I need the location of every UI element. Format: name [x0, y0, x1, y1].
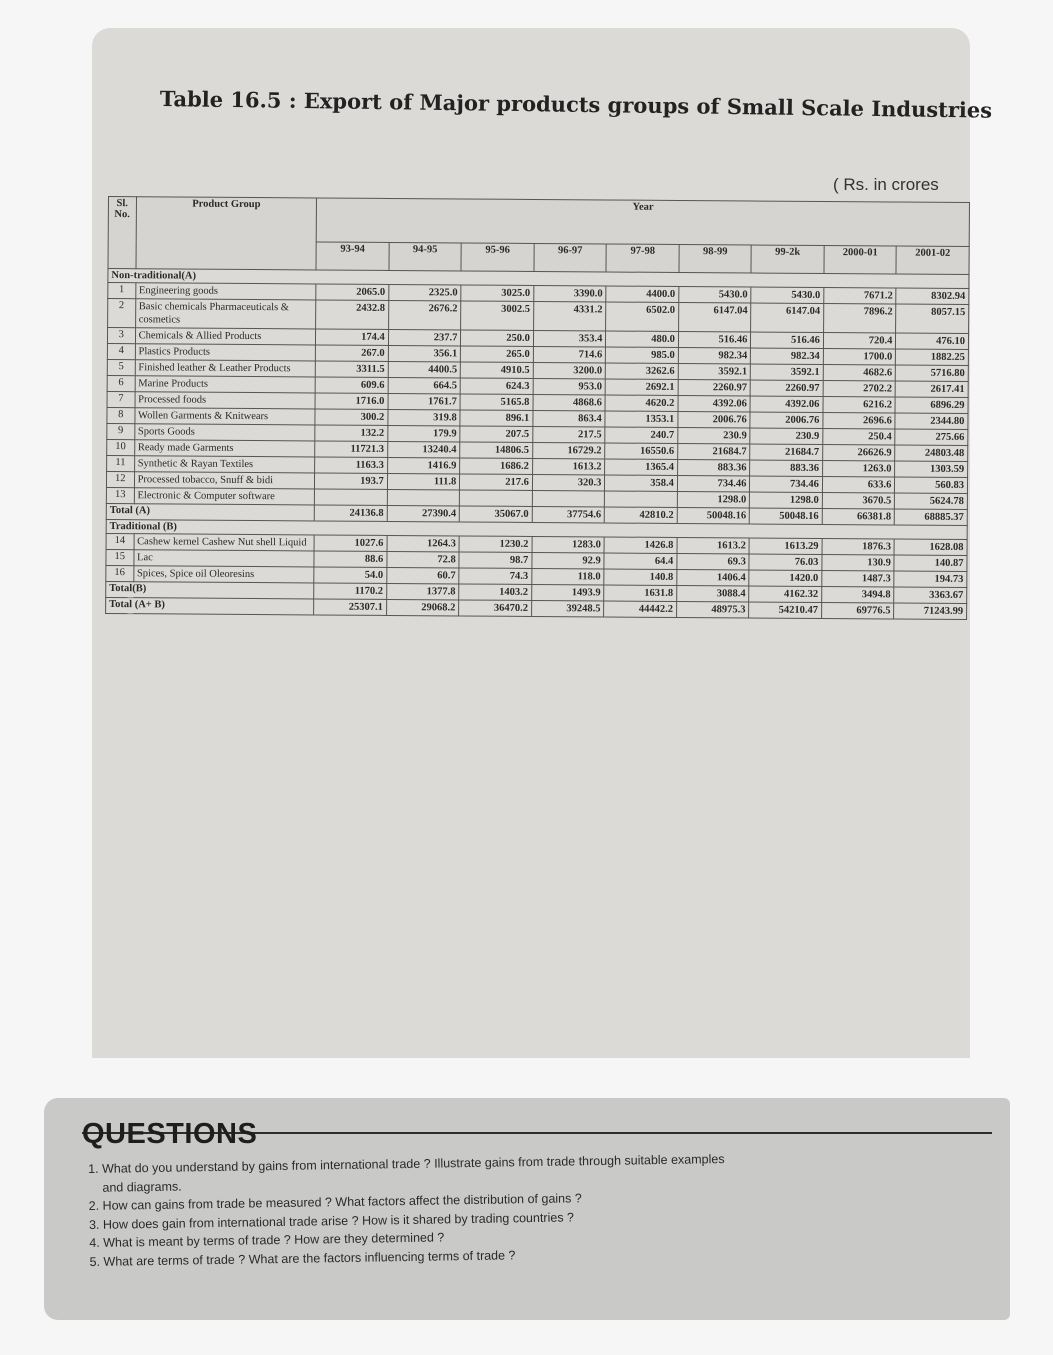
export-value: 1876.3	[822, 538, 895, 555]
export-value: 883.36	[750, 460, 823, 477]
export-value: 5430.0	[679, 286, 752, 303]
export-value: 1700.0	[823, 348, 896, 365]
total-value: 29068.2	[386, 599, 459, 616]
product-group: Lac	[134, 550, 315, 567]
export-value: 250.0	[461, 330, 534, 347]
export-value: 21684.7	[678, 443, 751, 460]
sl-no: 5	[107, 359, 135, 375]
sl-no: 10	[107, 439, 135, 455]
export-value: 16729.2	[533, 442, 606, 459]
export-value: 8057.15	[896, 304, 969, 334]
export-value: 7896.2	[823, 303, 896, 333]
export-value: 953.0	[533, 378, 606, 395]
export-value: 54.0	[314, 567, 387, 584]
export-value: 265.0	[461, 346, 534, 363]
questions-heading: QUESTIONS	[82, 1118, 258, 1150]
export-value: 7671.2	[824, 287, 897, 304]
export-value: 3670.5	[822, 492, 895, 509]
sl-no: 8	[107, 407, 135, 423]
export-value: 13240.4	[387, 441, 460, 458]
total-value: 24136.8	[315, 505, 388, 522]
export-value: 4682.6	[823, 364, 896, 381]
export-value: 267.0	[316, 345, 389, 362]
export-value: 1283.0	[532, 536, 605, 553]
year-header: 95-96	[461, 243, 534, 272]
export-table	[105, 196, 970, 620]
export-value: 516.46	[751, 332, 824, 349]
total-value: 44442.2	[604, 601, 677, 618]
sl-no: 9	[107, 423, 135, 439]
export-value: 664.5	[388, 377, 461, 394]
total-value: 36470.2	[459, 600, 532, 617]
export-value: 1264.3	[387, 535, 460, 552]
total-value: 48975.3	[676, 601, 749, 618]
export-value: 2344.80	[895, 413, 968, 430]
export-value: 5624.78	[895, 493, 968, 510]
export-value: 6147.04	[678, 302, 751, 332]
total-label: Total (A)	[106, 503, 314, 520]
export-value: 6216.2	[823, 396, 896, 413]
total-value: 54210.47	[749, 602, 822, 619]
year-header: 98-99	[679, 244, 752, 273]
product-group: Engineering goods	[135, 283, 316, 300]
export-value: 1353.1	[605, 411, 678, 428]
sl-no: 4	[107, 343, 135, 359]
export-value: 1027.6	[314, 535, 387, 552]
export-value: 5716.80	[896, 365, 969, 382]
export-value: 24803.48	[895, 445, 968, 462]
export-value: 1303.59	[895, 461, 968, 478]
sl-no: 12	[106, 471, 134, 487]
product-group: Ready made Garments	[134, 440, 315, 457]
year-header: 93-94	[316, 242, 389, 271]
total-value: 50048.16	[677, 507, 750, 524]
total-value: 39248.5	[531, 600, 604, 617]
export-value: 714.6	[533, 346, 606, 363]
export-value: 237.7	[388, 329, 461, 346]
export-value: 4910.5	[461, 362, 534, 379]
export-value: 3200.0	[533, 362, 606, 379]
export-value: 1163.3	[315, 457, 388, 474]
export-value: 2325.0	[389, 284, 462, 301]
export-value: 863.4	[533, 410, 606, 427]
export-value: 3002.5	[461, 301, 534, 331]
total-value: 71243.99	[894, 603, 967, 620]
total-value: 69776.5	[821, 602, 894, 619]
product-group: Finished leather & Leather Products	[135, 360, 316, 377]
export-value: 609.6	[315, 377, 388, 394]
export-value: 3390.0	[534, 285, 607, 302]
export-value: 3592.1	[751, 364, 824, 381]
question-text: 2. How can gains from trade be measured ? What factors affect the distribution of gains ?	[88, 1191, 582, 1213]
export-value: 5430.0	[751, 287, 824, 304]
export-value: 6147.04	[751, 303, 824, 333]
export-value: 1487.3	[822, 570, 895, 587]
export-value: 4331.2	[533, 301, 606, 331]
export-value: 250.4	[823, 428, 896, 445]
export-value: 14806.5	[460, 442, 533, 459]
export-value: 2617.41	[896, 381, 969, 398]
export-value: 4400.0	[606, 286, 679, 303]
sl-no: 14	[106, 533, 134, 549]
export-value: 353.4	[533, 330, 606, 347]
questions-list	[88, 1146, 990, 1271]
export-value: 2065.0	[316, 284, 389, 301]
export-value: 6896.29	[895, 397, 968, 414]
units-note: ( Rs. in crores	[833, 175, 939, 194]
total-value: 3363.67	[894, 587, 967, 604]
export-value: 130.9	[822, 554, 895, 571]
product-group: Wollen Garments & Knitwears	[135, 408, 316, 425]
question-text: 4. What is meant by terms of trade ? How are they determined ?	[89, 1230, 445, 1250]
export-value: 179.9	[388, 425, 461, 442]
export-value: 5165.8	[460, 394, 533, 411]
export-value: 88.6	[314, 551, 387, 568]
export-value: 2006.76	[750, 412, 823, 429]
export-value: 476.10	[896, 333, 969, 350]
product-group: Spices, Spice oil Oleoresins	[133, 566, 314, 583]
export-value: 217.5	[533, 426, 606, 443]
export-value: 2676.2	[388, 300, 461, 330]
product-group: Electronic & Computer software	[134, 488, 315, 505]
table-body	[106, 269, 969, 620]
section-label: Non-traditional(A)	[108, 269, 969, 289]
export-value: 3311.5	[316, 361, 389, 378]
export-value: 111.8	[387, 473, 460, 490]
export-value	[605, 491, 678, 508]
export-value: 883.36	[677, 459, 750, 476]
export-value: 1761.7	[388, 393, 461, 410]
export-value: 16550.6	[605, 443, 678, 460]
export-value: 624.3	[460, 378, 533, 395]
total-value: 68885.37	[895, 509, 968, 526]
export-value: 72.8	[387, 551, 460, 568]
export-value: 217.6	[460, 474, 533, 491]
export-value: 4868.6	[533, 394, 606, 411]
product-group: Marine Products	[135, 376, 316, 393]
export-value: 76.03	[749, 554, 822, 571]
export-value	[532, 490, 605, 507]
export-value: 1613.29	[749, 538, 822, 555]
total-value: 4162.32	[749, 586, 822, 603]
export-value: 319.8	[388, 409, 461, 426]
export-value: 8302.94	[896, 288, 969, 305]
export-value: 1628.08	[894, 539, 967, 556]
total-value: 1493.9	[532, 584, 605, 601]
export-value: 64.4	[604, 553, 677, 570]
export-value: 21684.7	[750, 444, 823, 461]
export-value: 4400.5	[388, 361, 461, 378]
export-value: 720.4	[823, 332, 896, 349]
export-value: 300.2	[315, 409, 388, 426]
export-value: 140.8	[604, 569, 677, 586]
export-value: 11721.3	[315, 441, 388, 458]
sl-no: 6	[107, 375, 135, 391]
export-value: 207.5	[460, 426, 533, 443]
sl-no: 15	[106, 549, 134, 565]
export-value: 1686.2	[460, 458, 533, 475]
export-value: 3025.0	[461, 285, 534, 302]
export-value: 1406.4	[677, 569, 750, 586]
total-value: 27390.4	[387, 505, 460, 522]
product-group: Basic chemicals Pharmaceuticals & cosmetics	[135, 299, 316, 329]
export-value: 230.9	[750, 428, 823, 445]
product-group: Synthetic & Rayan Textiles	[134, 456, 315, 473]
export-value: 2696.6	[823, 412, 896, 429]
export-value: 69.3	[677, 553, 750, 570]
product-group: Sports Goods	[134, 424, 315, 441]
export-value	[387, 489, 460, 506]
export-value: 193.7	[315, 473, 388, 490]
total-value: 37754.6	[532, 506, 605, 523]
export-value: 60.7	[387, 567, 460, 584]
product-group: Plastics Products	[135, 344, 316, 361]
total-value: 35067.0	[460, 506, 533, 523]
total-value: 66381.8	[822, 508, 895, 525]
export-value	[315, 489, 388, 506]
year-header: 96-97	[534, 243, 607, 272]
question-continuation: and diagrams.	[102, 1179, 182, 1195]
export-value: 1230.2	[459, 536, 532, 553]
sl-no: 2	[108, 299, 136, 328]
export-value: 26626.9	[823, 444, 896, 461]
questions-panel	[44, 1098, 1010, 1320]
total-value: 3494.8	[822, 586, 895, 603]
export-value: 734.46	[750, 476, 823, 493]
total-value: 25307.1	[314, 599, 387, 616]
total-value: 3088.4	[677, 585, 750, 602]
export-value: 2432.8	[316, 300, 389, 330]
export-value: 174.4	[316, 329, 389, 346]
year-header: 97-98	[606, 244, 679, 273]
export-value: 320.3	[532, 474, 605, 491]
export-value: 560.83	[895, 477, 968, 494]
year-header: 94-95	[389, 242, 462, 271]
export-value: 633.6	[822, 476, 895, 493]
sl-no: 13	[106, 487, 134, 503]
export-value: 1365.4	[605, 459, 678, 476]
question-text: 5. What are terms of trade ? What are the factors influencing terms of trade ?	[89, 1247, 516, 1269]
export-value: 6502.0	[606, 302, 679, 332]
sl-no: 11	[107, 455, 135, 471]
table-title: Table 16.5 : Export of Major products groups of Small Scale Industries	[159, 86, 993, 123]
export-value: 98.7	[459, 552, 532, 569]
total-value: 1377.8	[386, 583, 459, 600]
export-value: 1882.25	[896, 349, 969, 366]
export-value: 1416.9	[387, 457, 460, 474]
export-value: 2692.1	[605, 379, 678, 396]
export-value: 516.46	[678, 331, 751, 348]
export-value: 1263.0	[822, 460, 895, 477]
export-value: 985.0	[606, 347, 679, 364]
year-header: 99-2k	[751, 245, 824, 274]
total-value: 42810.2	[605, 507, 678, 524]
sl-no: 16	[106, 565, 134, 581]
export-value: 1420.0	[749, 570, 822, 587]
export-value: 358.4	[605, 475, 678, 492]
section-label: Traditional (B)	[106, 519, 967, 539]
export-value: 240.7	[605, 427, 678, 444]
export-value: 2260.97	[678, 379, 751, 396]
total-value: 1403.2	[459, 584, 532, 601]
export-value: 982.34	[751, 348, 824, 365]
sl-no: 7	[107, 391, 135, 407]
product-group: Chemicals & Allied Products	[135, 328, 316, 345]
export-value: 194.73	[894, 571, 967, 588]
question-text: 3. How does gain from international trade arise ? How is it shared by trading countries ?	[88, 1209, 575, 1232]
sl-no: 3	[107, 328, 135, 344]
export-value: 1716.0	[315, 393, 388, 410]
export-value: 734.46	[677, 475, 750, 492]
export-value: 896.1	[460, 410, 533, 427]
export-value: 132.2	[315, 425, 388, 442]
export-value: 118.0	[532, 568, 605, 585]
question-text: 1. What do you understand by gains from international trade ? Illustrate gains from trade through suitable examples	[88, 1152, 725, 1176]
total-value: 50048.16	[750, 508, 823, 525]
export-value: 275.66	[895, 429, 968, 446]
export-value: 480.0	[606, 331, 679, 348]
export-value: 3262.6	[606, 363, 679, 380]
product-group: Cashew kernel Cashew Nut shell Liquid	[134, 534, 315, 551]
year-header: 2001-02	[896, 246, 969, 275]
export-value: 3592.1	[678, 363, 751, 380]
total-label: Total (A+ B)	[106, 597, 314, 614]
header-sl: Sl. No.	[108, 197, 136, 269]
export-value: 92.9	[532, 552, 605, 569]
export-value: 4620.2	[605, 395, 678, 412]
export-value: 230.9	[678, 427, 751, 444]
sl-no: 1	[108, 283, 136, 299]
export-table-wrapper	[102, 196, 970, 1054]
export-value: 74.3	[459, 568, 532, 585]
export-value: 2006.76	[678, 411, 751, 428]
export-value: 2260.97	[750, 380, 823, 397]
export-value: 4392.06	[678, 395, 751, 412]
export-value: 140.87	[894, 555, 967, 572]
export-value: 1613.2	[677, 537, 750, 554]
year-header: 2000-01	[824, 246, 897, 275]
export-value	[460, 490, 533, 507]
export-value: 1613.2	[532, 458, 605, 475]
total-value: 1170.2	[314, 583, 387, 600]
export-value: 1298.0	[750, 492, 823, 509]
export-value: 1298.0	[677, 491, 750, 508]
export-value: 982.34	[678, 347, 751, 364]
export-value: 2702.2	[823, 380, 896, 397]
export-value: 4392.06	[750, 396, 823, 413]
total-label: Total(B)	[106, 581, 314, 598]
header-year: Year	[316, 198, 969, 247]
export-value: 356.1	[388, 345, 461, 362]
product-group: Processed tobacco, Snuff & bidi	[134, 472, 315, 489]
total-value: 1631.8	[604, 585, 677, 602]
export-value: 1426.8	[604, 537, 677, 554]
product-group: Processed foods	[135, 392, 316, 409]
header-product-group: Product Group	[136, 197, 317, 270]
